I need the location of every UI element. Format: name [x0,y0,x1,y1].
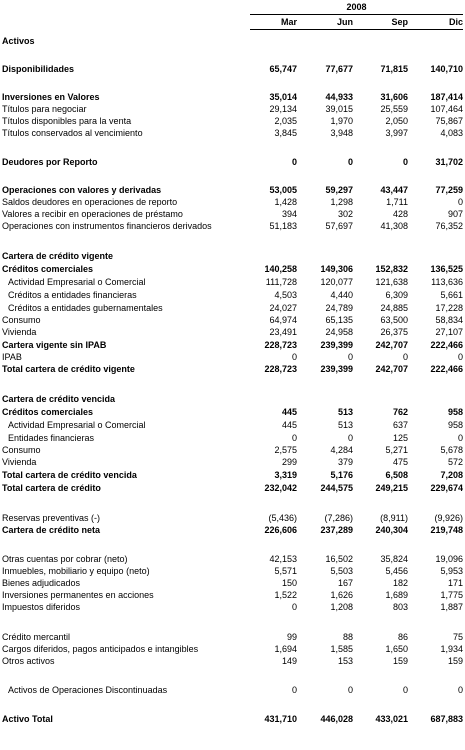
row-label: Cargos diferidos, pagos anticipados e intangibles [2,644,199,654]
cell-sep: 86 [397,632,408,642]
cell-mar: 431,710 [264,714,297,724]
cell-jun: 24,958 [325,327,353,337]
cell-dic: 5,661 [440,290,463,300]
cell-mar: 29,134 [269,104,297,114]
cell-dic: 219,748 [430,525,463,535]
row-label: Operaciones con instrumentos financieros derivados [2,221,212,231]
cell-mar: 0 [291,352,297,362]
cell-sep: 249,215 [375,483,408,493]
cell-mar: 140,258 [264,264,297,274]
table-row [0,263,465,275]
table-row [0,314,465,326]
cell-sep: 637 [392,420,408,430]
row-label: Deudores por Reporto [2,157,98,167]
cell-jun: 16,502 [325,554,353,564]
cell-mar: 149 [281,656,297,666]
cell-dic: 5,678 [440,445,463,455]
cell-dic: 187,414 [430,92,463,102]
cell-dic: 77,259 [435,185,463,195]
cell-jun: 77,677 [325,64,353,74]
cell-sep: 6,309 [385,290,408,300]
row-label: Cartera de crédito neta [2,525,101,535]
row-label: Créditos comerciales [2,264,94,274]
cell-dic: 140,710 [430,64,463,74]
cell-jun: 39,015 [325,104,353,114]
cell-mar: 226,606 [264,525,297,535]
cell-dic: 222,466 [430,340,463,350]
cell-sep: 121,638 [375,277,408,287]
cell-dic: 75,867 [435,116,463,126]
table-row [0,196,465,208]
cell-sep: 2,050 [385,116,408,126]
table-row [0,432,465,444]
cell-sep: 125 [392,433,408,443]
cell-sep: 0 [402,352,408,362]
table-row [0,220,465,232]
row-label: Cartera de crédito vencida [2,394,116,404]
table-row [0,363,465,375]
cell-jun: 57,697 [325,221,353,231]
row-label: Títulos para negociar [2,104,87,114]
cell-jun: 513 [337,420,353,430]
cell-sep: 63,500 [380,315,408,325]
cell-sep: 240,304 [375,525,408,535]
table-row [0,643,465,655]
cell-dic: 17,228 [435,303,463,313]
cell-sep: 41,308 [380,221,408,231]
cell-sep: 25,559 [380,104,408,114]
cell-dic: 687,883 [430,714,463,724]
row-label: Cartera vigente sin IPAB [2,340,107,350]
row-label: Reservas preventivas (-) [2,513,101,523]
cell-dic: 0 [457,352,463,362]
cell-sep: 0 [402,157,408,167]
header-underline [250,29,463,30]
cell-jun: (7,286) [324,513,353,523]
cell-jun: 3,948 [330,128,353,138]
table-row [0,444,465,456]
row-label: Total cartera de crédito vigente [2,364,135,374]
cell-jun: 5,503 [330,566,353,576]
column-header-jun: Jun [336,17,353,27]
row-label: Vivienda [2,457,37,467]
cell-mar: 35,014 [269,92,297,102]
table-row [0,339,465,351]
column-header-mar: Mar [280,17,297,27]
row-label: Disponibilidades [2,64,75,74]
cell-jun: 1,626 [330,590,353,600]
cell-sep: 1,689 [385,590,408,600]
cell-dic: 136,525 [430,264,463,274]
cell-jun: 167 [337,578,353,588]
cell-mar: 232,042 [264,483,297,493]
year-header: 2008 [346,2,367,12]
row-label: Cartera de crédito vigente [2,251,114,261]
cell-dic: 0 [457,197,463,207]
cell-sep: 803 [392,602,408,612]
row-label: Total cartera de crédito [2,483,101,493]
cell-dic: 19,096 [435,554,463,564]
row-label: Activos de Operaciones Discontinuadas [8,685,168,695]
table-row [0,565,465,577]
cell-mar: 299 [281,457,297,467]
table-row [0,250,465,262]
cell-mar: 445 [281,407,297,417]
cell-mar: 2,035 [274,116,297,126]
table-row [0,156,465,168]
row-label: Activo Total [2,714,53,724]
cell-dic: 4,083 [440,128,463,138]
cell-jun: 153 [337,656,353,666]
table-row [0,326,465,338]
cell-sep: 3,997 [385,128,408,138]
row-label: Inversiones permanentes en acciones [2,590,154,600]
row-label: Activos [2,36,35,46]
cell-mar: 0 [291,157,297,167]
cell-dic: 159 [447,656,463,666]
table-row [0,419,465,431]
cell-sep: 24,885 [380,303,408,313]
cell-sep: 428 [392,209,408,219]
cell-jun: 5,176 [330,470,353,480]
cell-jun: 513 [337,407,353,417]
cell-dic: 27,107 [435,327,463,337]
row-label: Crédito mercantil [2,632,71,642]
cell-dic: 222,466 [430,364,463,374]
table-row [0,553,465,565]
table-row [0,482,465,494]
table-row [0,127,465,139]
cell-dic: 107,464 [430,104,463,114]
cell-mar: 42,153 [269,554,297,564]
row-label: Títulos disponibles para la venta [2,116,132,126]
cell-mar: 3,319 [274,470,297,480]
cell-mar: 111,728 [265,277,297,287]
cell-dic: 1,934 [440,644,463,654]
cell-jun: 4,284 [330,445,353,455]
cell-sep: 152,832 [375,264,408,274]
table-row [0,91,465,103]
cell-dic: 75 [452,632,463,642]
row-label: Saldos deudores en operaciones de reporto [2,197,178,207]
cell-dic: 1,775 [440,590,463,600]
table-row [0,524,465,536]
cell-jun: 59,297 [325,185,353,195]
cell-sep: 43,447 [380,185,408,195]
row-label: IPAB [2,352,22,362]
cell-mar: 1,522 [274,590,297,600]
row-label: Bienes adjudicados [2,578,81,588]
cell-jun: 88 [342,632,353,642]
cell-mar: 23,491 [269,327,297,337]
cell-mar: 99 [286,632,297,642]
row-label: Operaciones con valores y derivadas [2,185,162,195]
row-label: Créditos a entidades financieras [8,290,137,300]
cell-mar: 64,974 [269,315,297,325]
cell-jun: 0 [347,685,353,695]
cell-dic: 958 [447,407,463,417]
cell-dic: 572 [447,457,463,467]
cell-sep: 31,606 [380,92,408,102]
cell-mar: 51,183 [269,221,297,231]
cell-mar: 53,005 [269,185,297,195]
cell-sep: 433,021 [375,714,408,724]
cell-mar: 4,503 [274,290,297,300]
table-row [0,577,465,589]
cell-sep: 26,375 [380,327,408,337]
cell-sep: 762 [392,407,408,417]
table-row [0,115,465,127]
cell-sep: 242,707 [375,364,408,374]
table-row [0,351,465,363]
cell-mar: 150 [281,578,297,588]
cell-jun: 1,208 [330,602,353,612]
cell-sep: 182 [392,578,408,588]
cell-sep: 6,508 [385,470,408,480]
cell-dic: 58,834 [435,315,463,325]
table-row [0,276,465,288]
cell-mar: (5,436) [268,513,297,523]
cell-mar: 228,723 [264,340,297,350]
table-row [0,289,465,301]
cell-mar: 394 [281,209,297,219]
cell-mar: 1,428 [274,197,297,207]
cell-dic: 229,674 [430,483,463,493]
cell-jun: 302 [337,209,353,219]
table-row [0,684,465,696]
table-row [0,631,465,643]
cell-jun: 0 [347,352,353,362]
cell-sep: 0 [402,685,408,695]
cell-jun: 0 [347,157,353,167]
row-label: Entidades financieras [8,433,95,443]
table-row [0,35,465,47]
cell-jun: 24,789 [325,303,353,313]
cell-jun: 244,575 [320,483,353,493]
table-row [0,469,465,481]
cell-dic: 113,636 [431,277,463,287]
column-header-sep: Sep [391,17,408,27]
cell-jun: 4,440 [330,290,353,300]
cell-jun: 44,933 [325,92,353,102]
cell-mar: 3,845 [274,128,297,138]
cell-sep: (8,911) [380,513,408,523]
cell-jun: 379 [337,457,353,467]
table-row [0,302,465,314]
cell-jun: 1,585 [330,644,353,654]
cell-jun: 149,306 [320,264,353,274]
cell-jun: 239,399 [320,340,353,350]
cell-jun: 446,028 [320,714,353,724]
cell-dic: 0 [457,433,463,443]
cell-mar: 445 [281,420,297,430]
cell-dic: 0 [457,685,463,695]
year-underline [250,14,463,15]
cell-jun: 1,970 [330,116,353,126]
cell-mar: 2,575 [274,445,297,455]
cell-dic: 171 [447,578,463,588]
row-label: Otras cuentas por cobrar (neto) [2,554,128,564]
row-label: Actividad Empresarial o Comercial [8,277,146,287]
row-label: Actividad Empresarial o Comercial [8,420,146,430]
cell-sep: 35,824 [380,554,408,564]
cell-jun: 120,077 [320,277,353,287]
cell-jun: 237,289 [320,525,353,535]
table-row [0,512,465,524]
cell-dic: 31,702 [435,157,463,167]
row-label: Impuestos diferidos [2,602,81,612]
table-row [0,184,465,196]
table-row [0,63,465,75]
cell-dic: 5,953 [440,566,463,576]
cell-sep: 5,271 [385,445,408,455]
row-label: Vivienda [2,327,37,337]
table-row [0,713,465,725]
cell-mar: 228,723 [264,364,297,374]
cell-sep: 475 [392,457,408,467]
table-row [0,208,465,220]
cell-jun: 0 [347,433,353,443]
cell-jun: 239,399 [320,364,353,374]
row-label: Consumo [2,445,41,455]
cell-mar: 0 [291,433,297,443]
cell-sep: 159 [392,656,408,666]
row-label: Créditos a entidades gubernamentales [8,303,163,313]
column-header-dic: Dic [448,17,463,27]
row-label: Inversiones en Valores [2,92,100,102]
cell-jun: 1,298 [330,197,353,207]
table-row [0,589,465,601]
table-row [0,601,465,613]
row-label: Créditos comerciales [2,407,94,417]
cell-dic: 958 [447,420,463,430]
cell-mar: 65,747 [269,64,297,74]
cell-dic: (9,926) [434,513,463,523]
cell-sep: 242,707 [375,340,408,350]
cell-dic: 1,887 [440,602,463,612]
row-label: Consumo [2,315,41,325]
cell-dic: 76,352 [435,221,463,231]
row-label: Valores a recibir en operaciones de préstamo [2,209,183,219]
table-row [0,406,465,418]
row-label: Inmuebles, mobiliario y equipo (neto) [2,566,150,576]
cell-dic: 907 [447,209,463,219]
cell-sep: 71,815 [380,64,408,74]
cell-sep: 1,711 [386,197,408,207]
cell-mar: 0 [291,685,297,695]
table-row [0,393,465,405]
cell-mar: 0 [291,602,297,612]
cell-dic: 7,208 [440,470,463,480]
cell-sep: 1,650 [385,644,408,654]
cell-mar: 24,027 [269,303,297,313]
cell-sep: 5,456 [385,566,408,576]
table-row [0,103,465,115]
cell-mar: 1,694 [274,644,297,654]
cell-jun: 65,135 [325,315,353,325]
row-label: Títulos conservados al vencimiento [2,128,143,138]
row-label: Total cartera de crédito vencida [2,470,137,480]
table-row [0,456,465,468]
row-label: Otros activos [2,656,55,666]
cell-mar: 5,571 [274,566,297,576]
table-row [0,655,465,667]
